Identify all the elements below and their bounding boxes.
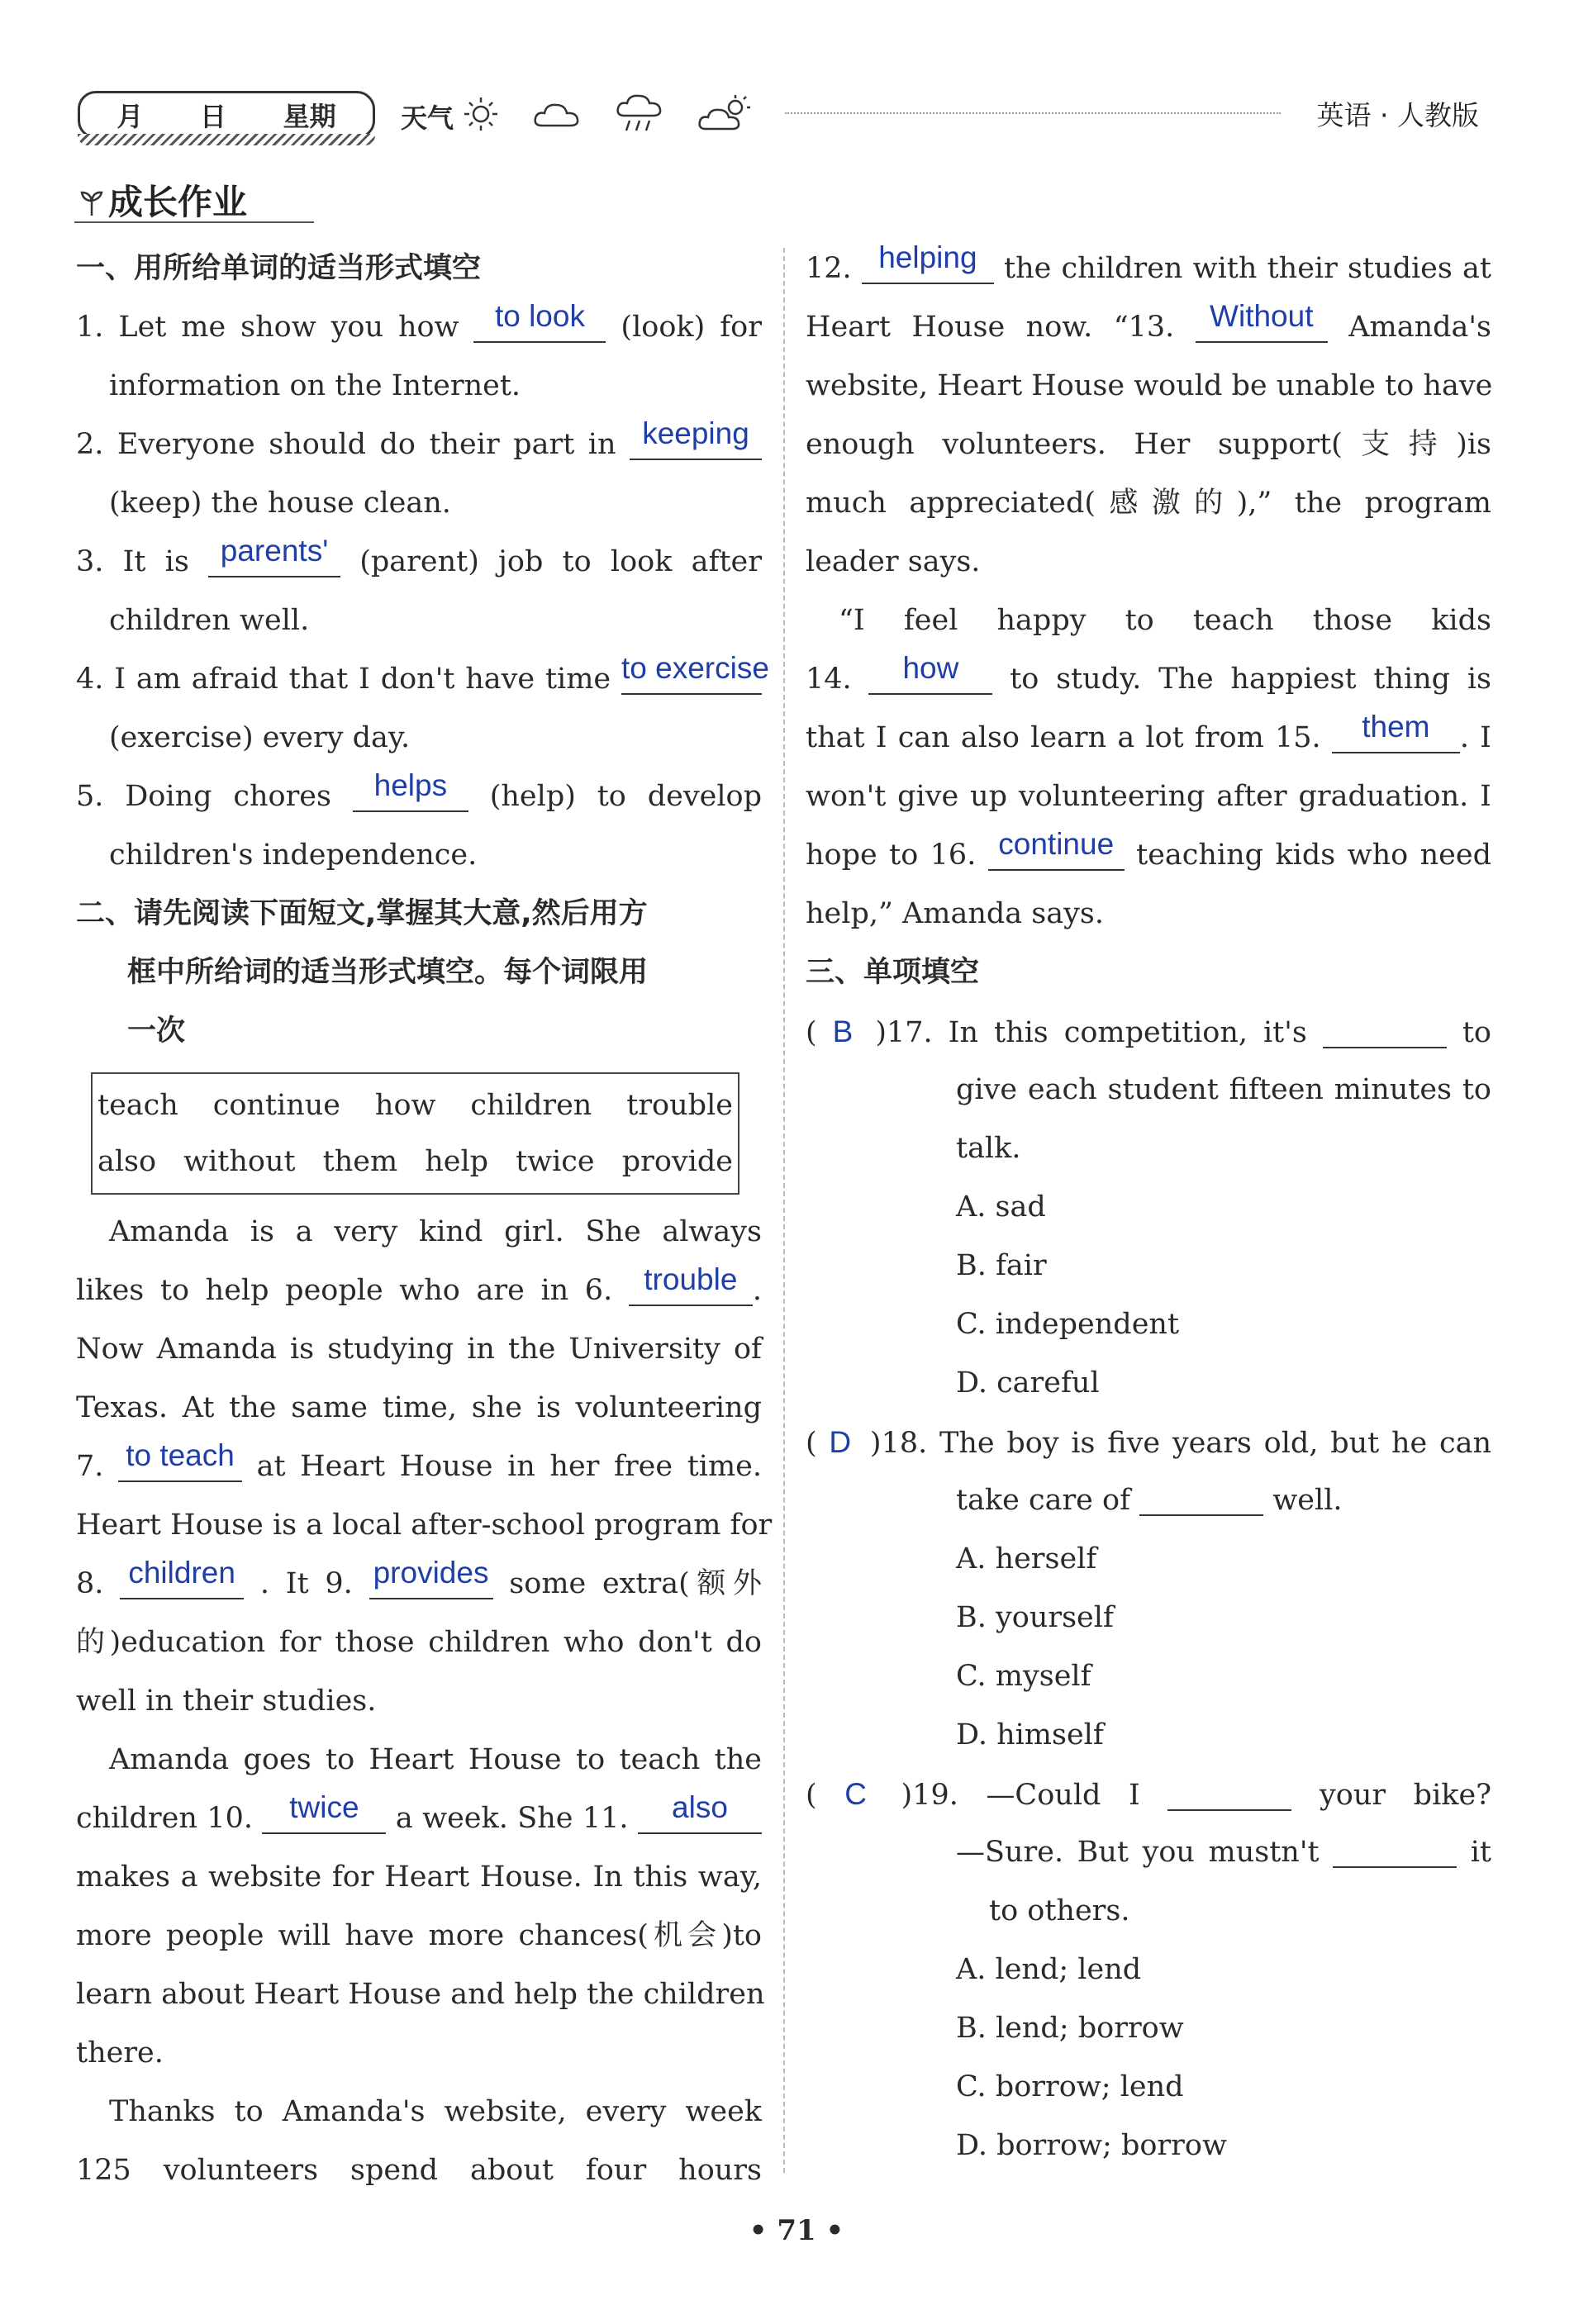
blank-11[interactable] [638,1790,762,1834]
sprout-icon [78,189,105,217]
q19-option-a[interactable]: A. lend; lend [956,1953,1142,1986]
q1-line2: information on the Internet. [109,369,521,402]
passage-right-line-10: won't give up volunteering after graduation. I [806,780,1491,813]
passage-right-line-12: help,” Amanda says. [806,897,1104,930]
column-divider [783,248,785,2173]
q19-option-c[interactable]: C. borrow; lend [956,2070,1184,2103]
q3-blank[interactable] [208,534,340,577]
q5-line1: 5. Doing chores helps (help) to develop [76,768,762,826]
q18-option-c[interactable]: C. myself [956,1660,1091,1693]
passage-right-line-6: leader says. [806,545,981,578]
blank-8[interactable] [120,1556,244,1599]
blank-7[interactable] [118,1438,242,1482]
q19-stem-3: to others. [989,1894,1130,1927]
passage-line-7: 8. children . It 9. provides some extra(额外 [76,1555,762,1613]
rain-icon [615,93,664,135]
q18-option-d[interactable]: D. himself [956,1718,1104,1751]
q4-line1: 4. I am afraid that I don't have time to exercise [76,650,762,709]
blank-14[interactable] [868,651,992,695]
word-box-row-2: also without them help twice provide [97,1145,733,1178]
passage-line-5: 7. to teach at Heart House in her free time. [76,1438,762,1496]
passage-right-line-11: hope to 16. continue teaching kids who need [806,826,1491,885]
q1-blank[interactable] [473,299,606,343]
answer-11: also [672,1790,728,1824]
blank-16[interactable] [988,827,1125,871]
q18-option-b[interactable]: B. yourself [956,1601,1114,1634]
passage-line-12: makes a website for Heart House. In this way, [76,1861,762,1894]
answer-15: them [1362,710,1430,744]
answer-7: to teach [126,1438,235,1472]
blank-15[interactable] [1332,710,1460,753]
sun-icon [463,96,499,132]
answer-12: helping [878,240,977,274]
q18-option-a[interactable]: A. herself [956,1542,1097,1575]
passage-right-line-7: “I feel happy to teach those kids [839,604,1491,637]
answer-6: trouble [644,1262,738,1296]
word-box [91,1072,739,1195]
day-label: 日 [199,101,226,132]
q2-line2: (keep) the house clean. [109,487,451,520]
q19-blank-1[interactable] [1167,1771,1291,1811]
blank-10[interactable] [262,1790,386,1834]
passage-line-4: Texas. At the same time, she is volunteering [76,1391,762,1424]
answer-10: twice [289,1790,359,1824]
passage-line-9: well in their studies. [76,1685,377,1718]
date-box-stripe [78,134,375,145]
passage-line-14: learn about Heart House and help the children [76,1978,765,2011]
q3-answer: parents' [220,534,329,568]
passage-line-8: 的)education for those children who don't do [76,1626,762,1659]
weather-icons [463,89,752,139]
q5-blank[interactable] [353,768,468,812]
q4-answer: to exercise [621,651,769,685]
answer-9: provides [373,1556,489,1590]
header-rule [785,112,1281,114]
passage-line-11: children 10. twice a week. She 11. also [76,1789,762,1848]
passage-line-6: Heart House is a local after-school program for [76,1509,773,1542]
page-number: • 71 • [749,2214,844,2247]
title-underline [74,221,314,223]
q1-answer: to look [494,299,585,333]
blank-12[interactable] [862,240,994,284]
part2-heading-3: 一次 [127,1015,186,1048]
passage-right-line-3: website, Heart House would be unable to have [806,369,1493,402]
weekday-label: 星期 [283,101,336,132]
q19-stem-1: ( C )19. —Could I your bike? [806,1765,1491,1823]
passage-right-line-4: enough volunteers. Her support(支持)is [806,428,1491,461]
subject-label: 英语 · 人教版 [1316,99,1479,131]
left-column [76,240,773,2200]
q18-stem-2: take care of well. [806,1471,1491,1530]
q19-option-b[interactable]: B. lend; borrow [956,2012,1184,2045]
part2-heading-2: 框中所给词的适当形式填空。每个词限用 [127,956,649,989]
answer-14: how [902,651,959,685]
passage-line-17: 125 volunteers spend about four hours [76,2154,762,2187]
date-box [78,91,375,139]
passage-right-line-9: that I can also learn a lot from 15. them . I [806,709,1491,768]
q17-stem-3: talk. [956,1132,1021,1165]
word-box-row-1: teach continue how children trouble [97,1089,733,1122]
passage-line-1: Amanda is a very kind girl. She always [109,1215,762,1248]
page-title [78,175,247,225]
blank-9[interactable] [369,1556,493,1599]
right-column [806,240,1491,2175]
passage-right-line-8: 14. how to study. The happiest thing is [806,650,1491,709]
q5-answer: helps [373,768,448,802]
q18-blank[interactable] [1139,1476,1263,1516]
passage-line-10: Amanda goes to Heart House to teach the [109,1743,762,1776]
q5-line2: children's independence. [109,839,478,872]
answer-13: Without [1210,299,1314,333]
part1-heading: 一、用所给单词的适当形式填空 [76,252,482,285]
q2-blank[interactable] [630,416,762,460]
blank-13[interactable] [1196,299,1328,343]
part3-heading: 三、单项填空 [806,956,980,989]
q19-blank-2[interactable] [1333,1828,1457,1868]
q17-option-a[interactable]: A. sad [956,1191,1046,1224]
passage-line-15: there. [76,2036,164,2070]
q17-answer[interactable]: B [832,1015,854,1048]
passage-right-line-2: Heart House now. “13. Without Amanda's [806,298,1491,357]
q18-stem-1: ( D )18. The boy is five years old, but he can [806,1425,1491,1460]
passage-line-16: Thanks to Amanda's website, every week [109,2095,762,2128]
q1-line1: 1. Let me show you how to look (look) for [76,298,762,357]
title-text: 成长作业 [108,182,248,222]
passage-line-2: likes to help people who are in 6. trouble . [76,1262,762,1320]
q4-line2: (exercise) every day. [109,721,411,754]
q17-stem-2: give each student fifteen minutes to [956,1073,1491,1106]
blank-6[interactable] [629,1262,753,1306]
q3-line2: children well. [109,604,310,637]
q19-answer[interactable]: C [844,1777,867,1811]
q17-option-d[interactable]: D. careful [956,1366,1100,1400]
q2-line1: 2. Everyone should do their part in keeping [76,416,762,474]
passage-line-13: more people will have more chances(机会)to [76,1919,762,1952]
q19-option-d[interactable]: D. borrow; borrow [956,2129,1227,2162]
q17-option-b[interactable]: B. fair [956,1249,1047,1282]
page-header [74,74,1496,149]
partly-cloudy-icon [697,94,752,134]
month-label: 月 [117,101,144,132]
q17-blank[interactable] [1323,1009,1447,1048]
q17-stem-1: ( B )17. In this competition, it's to [806,1002,1491,1061]
q19-stem-2: —Sure. But you mustn't it [806,1823,1491,1882]
q3-line1: 3. It is parents' (parent) job to look after [76,533,762,592]
cloud-icon [532,97,582,131]
passage-right-line-1: 12. helping the children with their studies at [806,240,1491,298]
q4-blank[interactable] [621,651,769,695]
answer-16: continue [998,827,1115,861]
answer-8: children [128,1556,235,1590]
q17-option-c[interactable]: C. independent [956,1308,1180,1341]
q2-answer: keeping [642,416,749,450]
part2-heading-1: 二、请先阅读下面短文,掌握其大意,然后用方 [76,897,648,930]
passage-line-3: Now Amanda is studying in the University of [76,1333,762,1366]
weather-label: 天气 [401,102,454,134]
passage-right-line-5: much appreciated(感激的),” the program [806,487,1491,520]
q18-answer[interactable]: D [829,1425,852,1459]
